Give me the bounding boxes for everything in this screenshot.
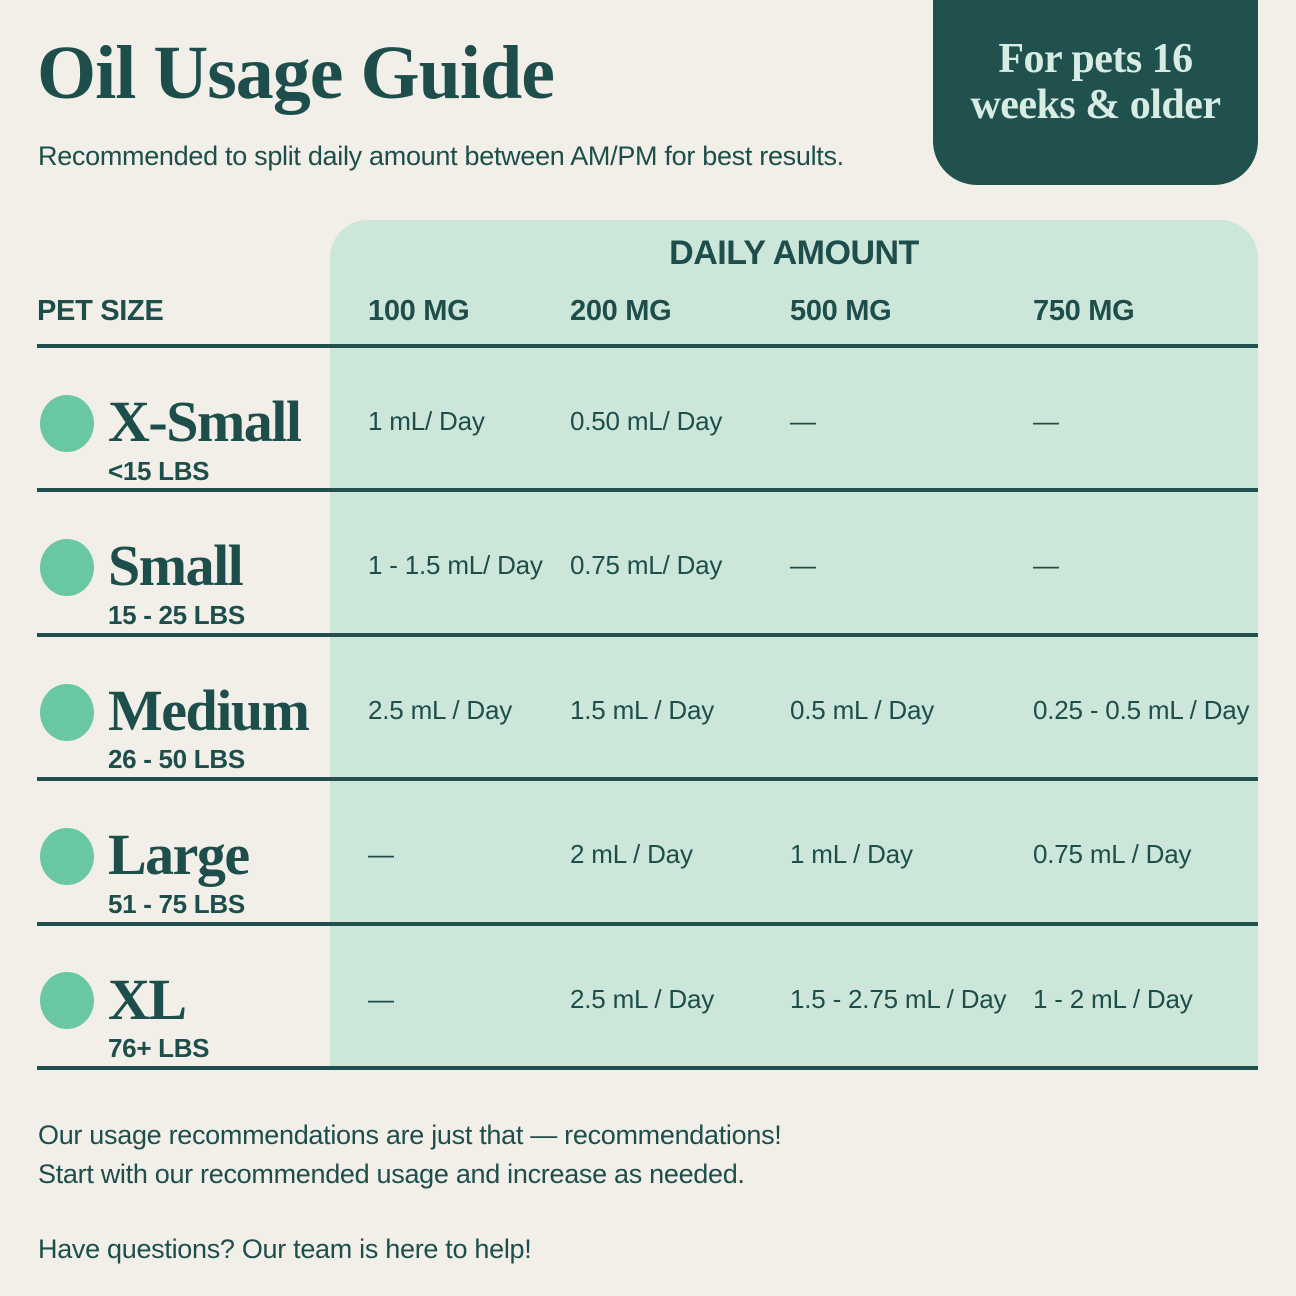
pet-weight-range: 51 - 75 LBS — [108, 888, 245, 919]
pet-size-bullet-icon — [40, 972, 94, 1029]
table-row-xsmall — [37, 348, 1258, 492]
pet-size-bullet-icon — [40, 539, 94, 596]
pet-size-cell — [37, 637, 368, 777]
usage-note-line1: Our usage recommendations are just that — recommendations! — [38, 1120, 782, 1150]
column-header-200mg: 200 MG — [570, 295, 672, 327]
column-header-750mg: 750 MG — [1033, 295, 1135, 327]
pet-weight-range: <15 LBS — [108, 455, 210, 486]
pet-size-bullet-icon — [40, 828, 94, 885]
dosage-cell-500mg: 1.5 - 2.75 mL / Day — [790, 983, 1007, 1014]
dosage-cell-100mg: 1 mL/ Day — [368, 406, 485, 436]
dosage-cell-200mg: 0.50 mL/ Day — [570, 406, 723, 436]
usage-note-line2: Start with our recommended usage and increase as needed. — [38, 1158, 745, 1189]
dosage-cell-100mg: 1 - 1.5 mL/ Day — [368, 550, 543, 581]
pet-size-cell — [37, 492, 368, 632]
dosage-cell-100mg: 2.5 mL / Day — [368, 694, 513, 725]
pet-weight-range: 26 - 50 LBS — [108, 744, 245, 775]
table-header — [37, 220, 1258, 348]
help-note: Have questions? Our team is here to help! — [38, 1234, 532, 1264]
age-badge — [933, 0, 1258, 185]
age-badge-line1: For pets 16 — [998, 36, 1193, 82]
column-header-500mg: 500 MG — [790, 295, 892, 327]
pet-size-name: X-Small — [108, 389, 301, 454]
table-row-small — [37, 492, 1258, 636]
page-title: Oil Usage Guide — [37, 31, 555, 115]
dosage-cell-750mg: 0.75 mL / Day — [1033, 839, 1192, 870]
dosage-cell-100mg: — — [368, 983, 394, 1014]
column-header-row — [37, 295, 1258, 328]
dosage-cell-100mg: — — [368, 839, 394, 870]
pet-size-cell — [37, 781, 368, 921]
age-badge-line2: weeks & older — [970, 82, 1221, 129]
pet-size-name: XL — [108, 966, 186, 1032]
dosage-cell-750mg: 0.25 - 0.5 mL / Day — [1033, 694, 1250, 725]
daily-amount-group-header: DAILY AMOUNT — [669, 234, 919, 272]
pet-size-header: PET SIZE — [37, 295, 164, 327]
dosage-cell-750mg: — — [1033, 406, 1059, 436]
dosage-cell-500mg: 1 mL / Day — [790, 839, 913, 870]
pet-size-bullet-icon — [40, 395, 94, 452]
column-header-100mg: 100 MG — [368, 295, 470, 327]
dosage-cell-750mg: — — [1033, 550, 1059, 581]
pet-weight-range: 76+ LBS — [108, 1033, 210, 1064]
dosage-cell-500mg: — — [790, 550, 816, 581]
dosage-cell-500mg: — — [790, 406, 816, 436]
pet-weight-range: 15 - 25 LBS — [108, 600, 245, 631]
pet-size-name: Small — [108, 533, 243, 599]
table-row-medium — [37, 637, 1258, 781]
pet-size-cell — [37, 926, 368, 1066]
usage-table — [37, 220, 1258, 1070]
dosage-cell-200mg: 2.5 mL / Day — [570, 983, 715, 1014]
usage-note — [38, 1116, 781, 1194]
table-row-large — [37, 781, 1258, 925]
page-subtitle: Recommended to split daily amount between AM/PM for best results. — [38, 141, 844, 171]
dosage-cell-200mg: 2 mL / Day — [570, 839, 693, 870]
pet-size-name: Large — [108, 822, 249, 888]
pet-size-cell — [37, 348, 368, 488]
pet-size-bullet-icon — [40, 684, 94, 741]
table-row-xl — [37, 926, 1258, 1070]
dosage-cell-200mg: 0.75 mL/ Day — [570, 550, 723, 581]
dosage-cell-750mg: 1 - 2 mL / Day — [1033, 983, 1193, 1014]
dosage-cell-200mg: 1.5 mL / Day — [570, 694, 715, 725]
pet-size-name: Medium — [108, 677, 309, 743]
dosage-cell-500mg: 0.5 mL / Day — [790, 694, 935, 725]
